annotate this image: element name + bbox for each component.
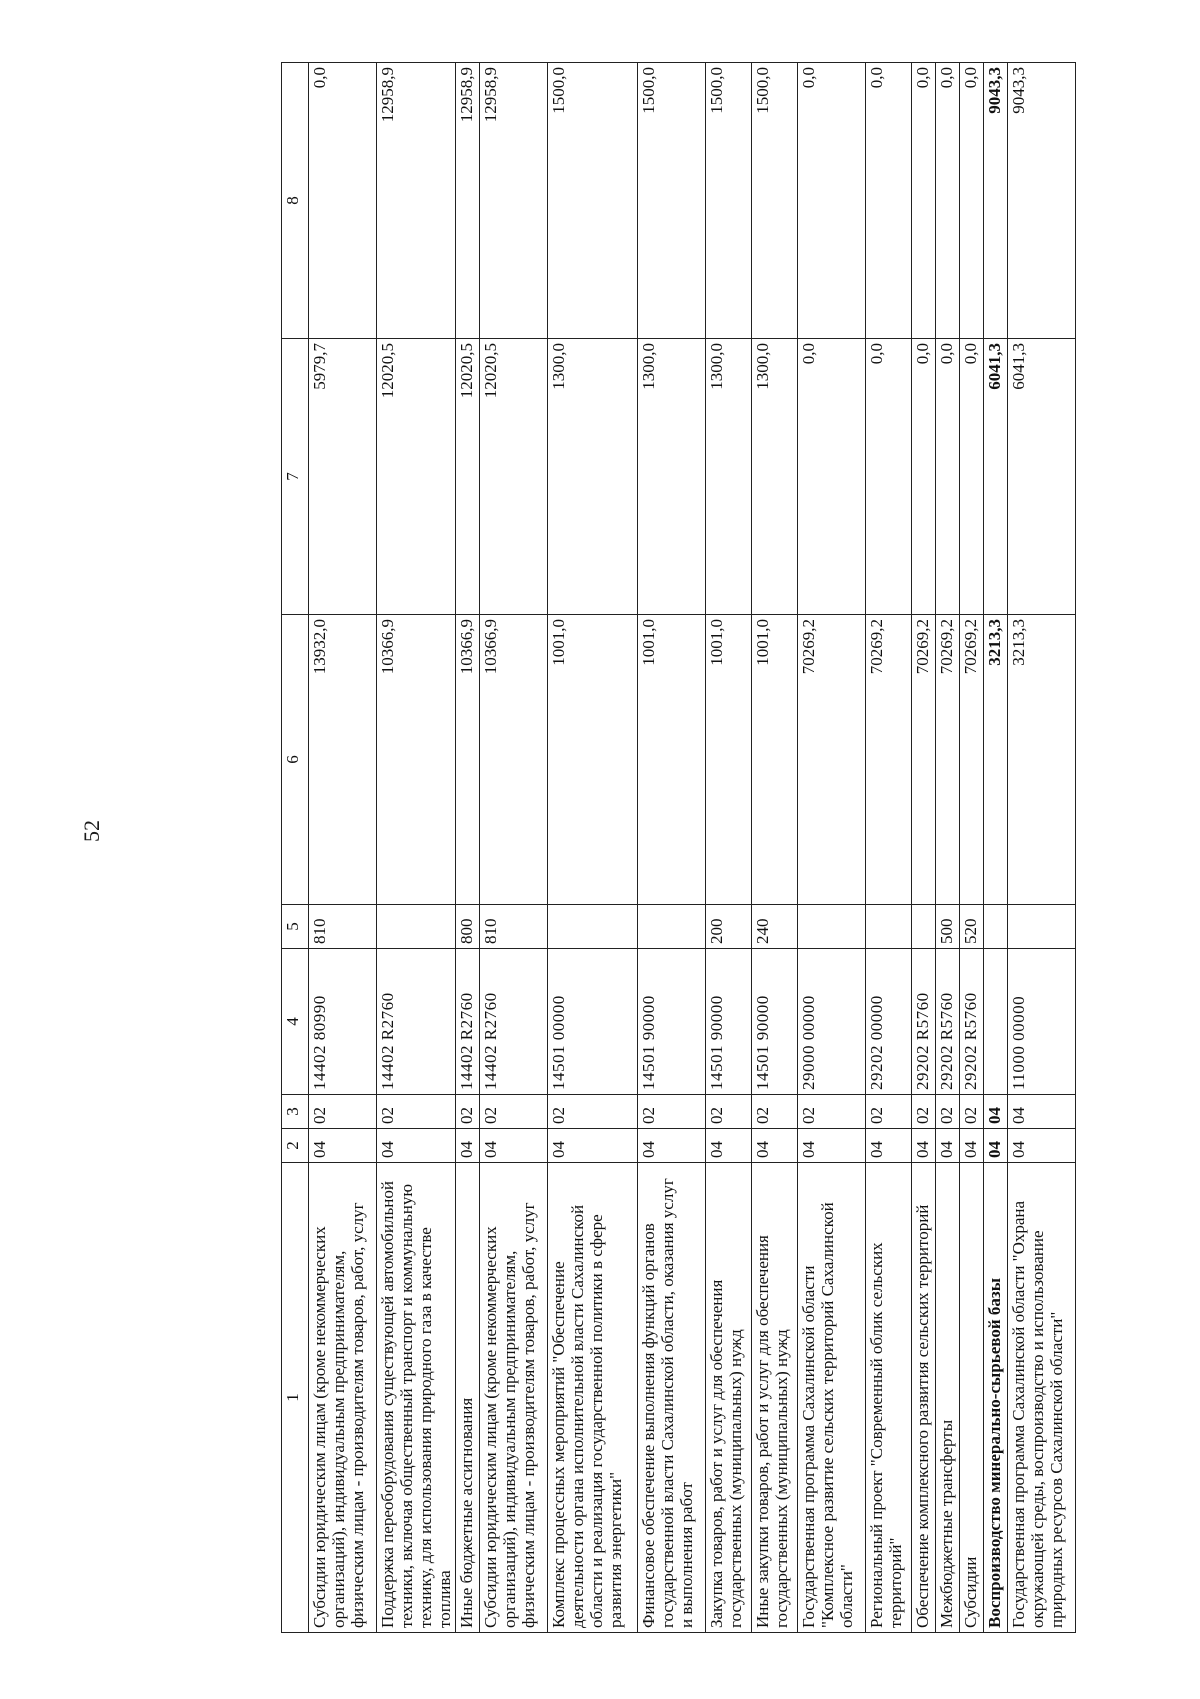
table-cell-expense-type: 200 <box>706 905 752 949</box>
header-row <box>282 63 309 1633</box>
column-header: 3 <box>282 1095 309 1129</box>
table-cell-name: Субсидии юридическим лицам (кроме некоммерческих организаций), индивидуальным предпринимателям, физическим лицам - производителям товаров, работ, услуг <box>480 1163 548 1633</box>
table-cell-section: 04 <box>706 1129 752 1163</box>
table-cell-section: 04 <box>798 1129 866 1163</box>
column-header: 7 <box>282 339 309 615</box>
table-row <box>456 63 480 1633</box>
table-row <box>984 63 1008 1633</box>
table-cell-target-article: 11000 00000 <box>1008 949 1076 1095</box>
table-cell-amount-year1: 70269,2 <box>912 615 936 905</box>
table-cell-section: 04 <box>1008 1129 1076 1163</box>
table-row <box>866 63 912 1633</box>
table-cell-expense-type: 240 <box>752 905 798 949</box>
table-cell-amount-year2: 6041,3 <box>984 339 1008 615</box>
table-cell-amount-year3: 0,0 <box>798 63 866 339</box>
table-cell-target-article: 14501 90000 <box>752 949 798 1095</box>
table-cell-amount-year3: 9043,3 <box>1008 63 1076 339</box>
table-cell-amount-year3: 12958,9 <box>480 63 548 339</box>
table-cell-subsection: 02 <box>309 1095 377 1129</box>
table-cell-target-article: 29202 00000 <box>866 949 912 1095</box>
table-cell-amount-year1: 70269,2 <box>960 615 984 905</box>
table-cell-name: Финансовое обеспечение выполнения функций органов государственной власти Сахалинской области, оказания услуг и выполнения работ <box>638 1163 706 1633</box>
table-row <box>480 63 548 1633</box>
table-row <box>548 63 638 1633</box>
table-cell-amount-year1: 70269,2 <box>798 615 866 905</box>
table-cell-subsection: 02 <box>752 1095 798 1129</box>
table-cell-amount-year2: 1300,0 <box>706 339 752 615</box>
table-cell-amount-year1: 70269,2 <box>936 615 960 905</box>
table-cell-amount-year1: 3213,3 <box>1008 615 1076 905</box>
table-cell-amount-year1: 3213,3 <box>984 615 1008 905</box>
table-row <box>752 63 798 1633</box>
table-cell-target-article: 14501 90000 <box>706 949 752 1095</box>
table-cell-expense-type <box>984 905 1008 949</box>
table-cell-expense-type: 810 <box>480 905 548 949</box>
table-cell-section: 04 <box>984 1129 1008 1163</box>
table-cell-amount-year1: 1001,0 <box>548 615 638 905</box>
table-row <box>912 63 936 1633</box>
table-row <box>377 63 456 1633</box>
table-cell-expense-type: 500 <box>936 905 960 949</box>
table-cell-target-article <box>984 949 1008 1095</box>
table-cell-amount-year3: 9043,3 <box>984 63 1008 339</box>
table-cell-amount-year3: 0,0 <box>912 63 936 339</box>
table-cell-amount-year2: 6041,3 <box>1008 339 1076 615</box>
table-cell-amount-year1: 70269,2 <box>866 615 912 905</box>
table-cell-expense-type: 520 <box>960 905 984 949</box>
table-cell-subsection: 02 <box>706 1095 752 1129</box>
table-cell-name: Государственная программа Сахалинской области "Охрана окружающей среды, воспроизводство и использование природных ресурсов Сахалинской области" <box>1008 1163 1076 1633</box>
table-cell-expense-type <box>798 905 866 949</box>
table-cell-amount-year2: 0,0 <box>960 339 984 615</box>
table-row <box>309 63 377 1633</box>
column-header: 5 <box>282 905 309 949</box>
table-cell-target-article: 14402 R2760 <box>456 949 480 1095</box>
table-cell-amount-year3: 0,0 <box>960 63 984 339</box>
table-cell-expense-type <box>638 905 706 949</box>
table-cell-target-article: 29202 R5760 <box>960 949 984 1095</box>
table-cell-amount-year1: 10366,9 <box>456 615 480 905</box>
table-row <box>798 63 866 1633</box>
table-cell-name: Иные закупки товаров, работ и услуг для обеспечения государственных (муниципальных) нужд <box>752 1163 798 1633</box>
table-cell-section: 04 <box>309 1129 377 1163</box>
table-cell-amount-year2: 1300,0 <box>548 339 638 615</box>
table-cell-amount-year2: 0,0 <box>798 339 866 615</box>
table-cell-expense-type: 800 <box>456 905 480 949</box>
table-cell-amount-year3: 12958,9 <box>456 63 480 339</box>
table-cell-section: 04 <box>752 1129 798 1163</box>
table-cell-target-article: 29000 00000 <box>798 949 866 1095</box>
table-cell-amount-year2: 12020,5 <box>377 339 456 615</box>
table-cell-target-article: 14501 90000 <box>638 949 706 1095</box>
table-cell-subsection: 02 <box>480 1095 548 1129</box>
table-cell-amount-year2: 0,0 <box>912 339 936 615</box>
table-cell-target-article: 14501 00000 <box>548 949 638 1095</box>
table-cell-amount-year3: 0,0 <box>936 63 960 339</box>
table-cell-subsection: 02 <box>638 1095 706 1129</box>
column-header: 2 <box>282 1129 309 1163</box>
table-cell-amount-year2: 12020,5 <box>456 339 480 615</box>
table-cell-subsection: 04 <box>984 1095 1008 1129</box>
table-cell-section: 04 <box>912 1129 936 1163</box>
table-cell-amount-year2: 0,0 <box>936 339 960 615</box>
table-row <box>1008 63 1076 1633</box>
table-row <box>638 63 706 1633</box>
table-cell-name: Комплекс процессных мероприятий "Обеспечение деятельности органа исполнительной власти Сахалинской области и реализация государственной политики в сфере развития энергетики" <box>548 1163 638 1633</box>
table-cell-amount-year1: 10366,9 <box>377 615 456 905</box>
table-cell-amount-year1: 13932,0 <box>309 615 377 905</box>
table-cell-name: Обеспечение комплексного развития сельских территорий <box>912 1163 936 1633</box>
table-cell-amount-year3: 0,0 <box>866 63 912 339</box>
table-cell-subsection: 02 <box>866 1095 912 1129</box>
table-row <box>706 63 752 1633</box>
table-cell-section: 04 <box>960 1129 984 1163</box>
table-cell-target-article: 14402 R2760 <box>480 949 548 1095</box>
table-cell-subsection: 04 <box>1008 1095 1076 1129</box>
table-cell-amount-year3: 1500,0 <box>752 63 798 339</box>
table-cell-expense-type <box>377 905 456 949</box>
table-cell-amount-year1: 10366,9 <box>480 615 548 905</box>
table-cell-amount-year2: 0,0 <box>866 339 912 615</box>
table-cell-subsection: 02 <box>377 1095 456 1129</box>
column-header: 8 <box>282 63 309 339</box>
table-cell-amount-year1: 1001,0 <box>752 615 798 905</box>
table-cell-section: 04 <box>638 1129 706 1163</box>
table-cell-expense-type <box>548 905 638 949</box>
column-header: 6 <box>282 615 309 905</box>
table-cell-subsection: 02 <box>912 1095 936 1129</box>
table-cell-amount-year2: 1300,0 <box>752 339 798 615</box>
table-row <box>960 63 984 1633</box>
budget-table <box>281 62 1076 1633</box>
table-cell-subsection: 02 <box>548 1095 638 1129</box>
table-cell-name: Межбюджетные трансферты <box>936 1163 960 1633</box>
rotated-table-wrapper <box>281 63 1066 1633</box>
table-cell-name: Закупка товаров, работ и услуг для обеспечения государственных (муниципальных) нужд <box>706 1163 752 1633</box>
table-cell-amount-year1: 1001,0 <box>706 615 752 905</box>
table-cell-name: Государственная программа Сахалинской области "Комплексное развитие сельских территорий Сахалинской области" <box>798 1163 866 1633</box>
table-cell-amount-year2: 5979,7 <box>309 339 377 615</box>
column-header: 1 <box>282 1163 309 1633</box>
table-cell-target-article: 29202 R5760 <box>912 949 936 1095</box>
table-cell-expense-type: 810 <box>309 905 377 949</box>
table-cell-amount-year3: 1500,0 <box>638 63 706 339</box>
column-header: 4 <box>282 949 309 1095</box>
table-cell-name: Субсидии юридическим лицам (кроме некоммерческих организаций), индивидуальным предпринимателям, физическим лицам - производителям товаров, работ, услуг <box>309 1163 377 1633</box>
table-cell-name: Иные бюджетные ассигнования <box>456 1163 480 1633</box>
table-cell-amount-year3: 1500,0 <box>548 63 638 339</box>
table-cell-expense-type <box>866 905 912 949</box>
table-cell-section: 04 <box>548 1129 638 1163</box>
table-cell-amount-year1: 1001,0 <box>638 615 706 905</box>
table-cell-name: Региональный проект "Современный облик сельских территорий" <box>866 1163 912 1633</box>
table-cell-section: 04 <box>936 1129 960 1163</box>
table-cell-amount-year2: 1300,0 <box>638 339 706 615</box>
table-cell-target-article: 14402 R2760 <box>377 949 456 1095</box>
table-cell-target-article: 29202 R5760 <box>936 949 960 1095</box>
table-cell-expense-type <box>1008 905 1076 949</box>
table-cell-target-article: 14402 80990 <box>309 949 377 1095</box>
table-cell-section: 04 <box>377 1129 456 1163</box>
table-cell-amount-year2: 12020,5 <box>480 339 548 615</box>
table-cell-expense-type <box>912 905 936 949</box>
table-cell-amount-year3: 0,0 <box>309 63 377 339</box>
table-cell-name: Поддержка переоборудования существующей автомобильной техники, включая общественный транспорт и коммунальную технику, для использования природного газа в качестве топлива <box>377 1163 456 1633</box>
table-cell-section: 04 <box>866 1129 912 1163</box>
table-cell-section: 04 <box>456 1129 480 1163</box>
table-cell-section: 04 <box>480 1129 548 1163</box>
table-row <box>936 63 960 1633</box>
table-cell-subsection: 02 <box>960 1095 984 1129</box>
page-number: 52 <box>79 820 104 842</box>
table-cell-subsection: 02 <box>456 1095 480 1129</box>
table-cell-subsection: 02 <box>936 1095 960 1129</box>
table-cell-amount-year3: 12958,9 <box>377 63 456 339</box>
table-body <box>309 63 1076 1633</box>
table-cell-amount-year3: 1500,0 <box>706 63 752 339</box>
table-cell-subsection: 02 <box>798 1095 866 1129</box>
table-cell-name: Воспроизводство минерально-сырьевой базы <box>984 1163 1008 1633</box>
table-cell-name: Субсидии <box>960 1163 984 1633</box>
